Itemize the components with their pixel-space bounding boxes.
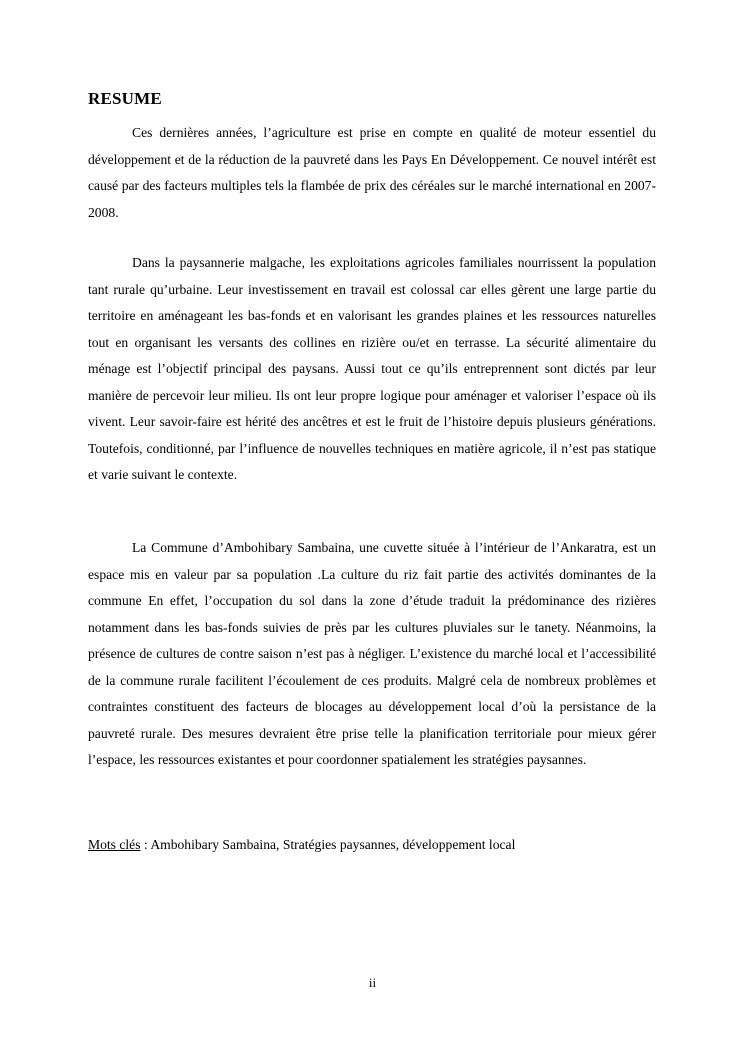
- paragraph-intro: Ces dernières années, l’agriculture est prise en compte en qualité de moteur essentiel du développement et de la réduction de la pauvreté dans les Pays En Développement. Ce nouvel intérêt est causé par des facteurs multiples tels la flambée de prix des céréales sur le marché international en 2007-2008.: [88, 125, 656, 220]
- keywords-label: Mots clés: [88, 837, 141, 852]
- keywords-line: [88, 832, 515, 859]
- paragraph-commune: La Commune d’Ambohibary Sambaina, une cuvette située à l’intérieur de l’Ankaratra, est un espace mis en valeur par sa population .La culture du riz fait partie des activités dominantes de la commune En effet, l’occupation du sol dans la zone d’étude traduit la prédominance des rizières notamment dans les bas-fonds suivies de près par les cultures pluviales sur le tanety. Néanmoins, la présence de cultures de contre saison n’est pas à négliger. L’existence du marché local et l’accessibilité de la commune rurale facilitent l’écoulement de ces produits. Malgré cela de nombreux problèmes et contraintes constituent des facteurs de blocages au développement local d’où la persistance de la pauvreté rurale. Des mesures devraient être prise telle la planification territoriale pour mieux gérer l’espace, les ressources existantes et pour coordonner spatialement les stratégies paysannes.: [88, 540, 656, 767]
- paragraph-peasantry: Dans la paysannerie malgache, les exploitations agricoles familiales nourrissent la population tant rurale qu’urbaine. Leur investissement en travail est colossal car elles gèrent une large partie du territoire en aménageant les bas-fonds et en valorisant les grandes plaines et les ressources naturelles tout en organisant les versants des collines en rizière ou/et en terrasse. La sécurité alimentaire du ménage est l’objectif principal des paysans. Aussi tout ce qu’ils entreprennent sont dictés par leur manière de percevoir leur milieu. Ils ont leur propre logique pour aménager et valoriser l’espace où ils vivent. Leur savoir-faire est hérité des ancêtres et est le fruit de l’histoire depuis plusieurs générations. Toutefois, conditionné, par l’influence de nouvelles techniques en matière agricole, il n’est pas statique et varie suivant le contexte.: [88, 255, 656, 482]
- page-title: RESUME: [88, 89, 162, 108]
- page-number: ii: [368, 975, 377, 990]
- keywords-separator: :: [140, 837, 151, 852]
- keywords-text: Ambohibary Sambaina, Stratégies paysannes, développement local: [150, 837, 516, 852]
